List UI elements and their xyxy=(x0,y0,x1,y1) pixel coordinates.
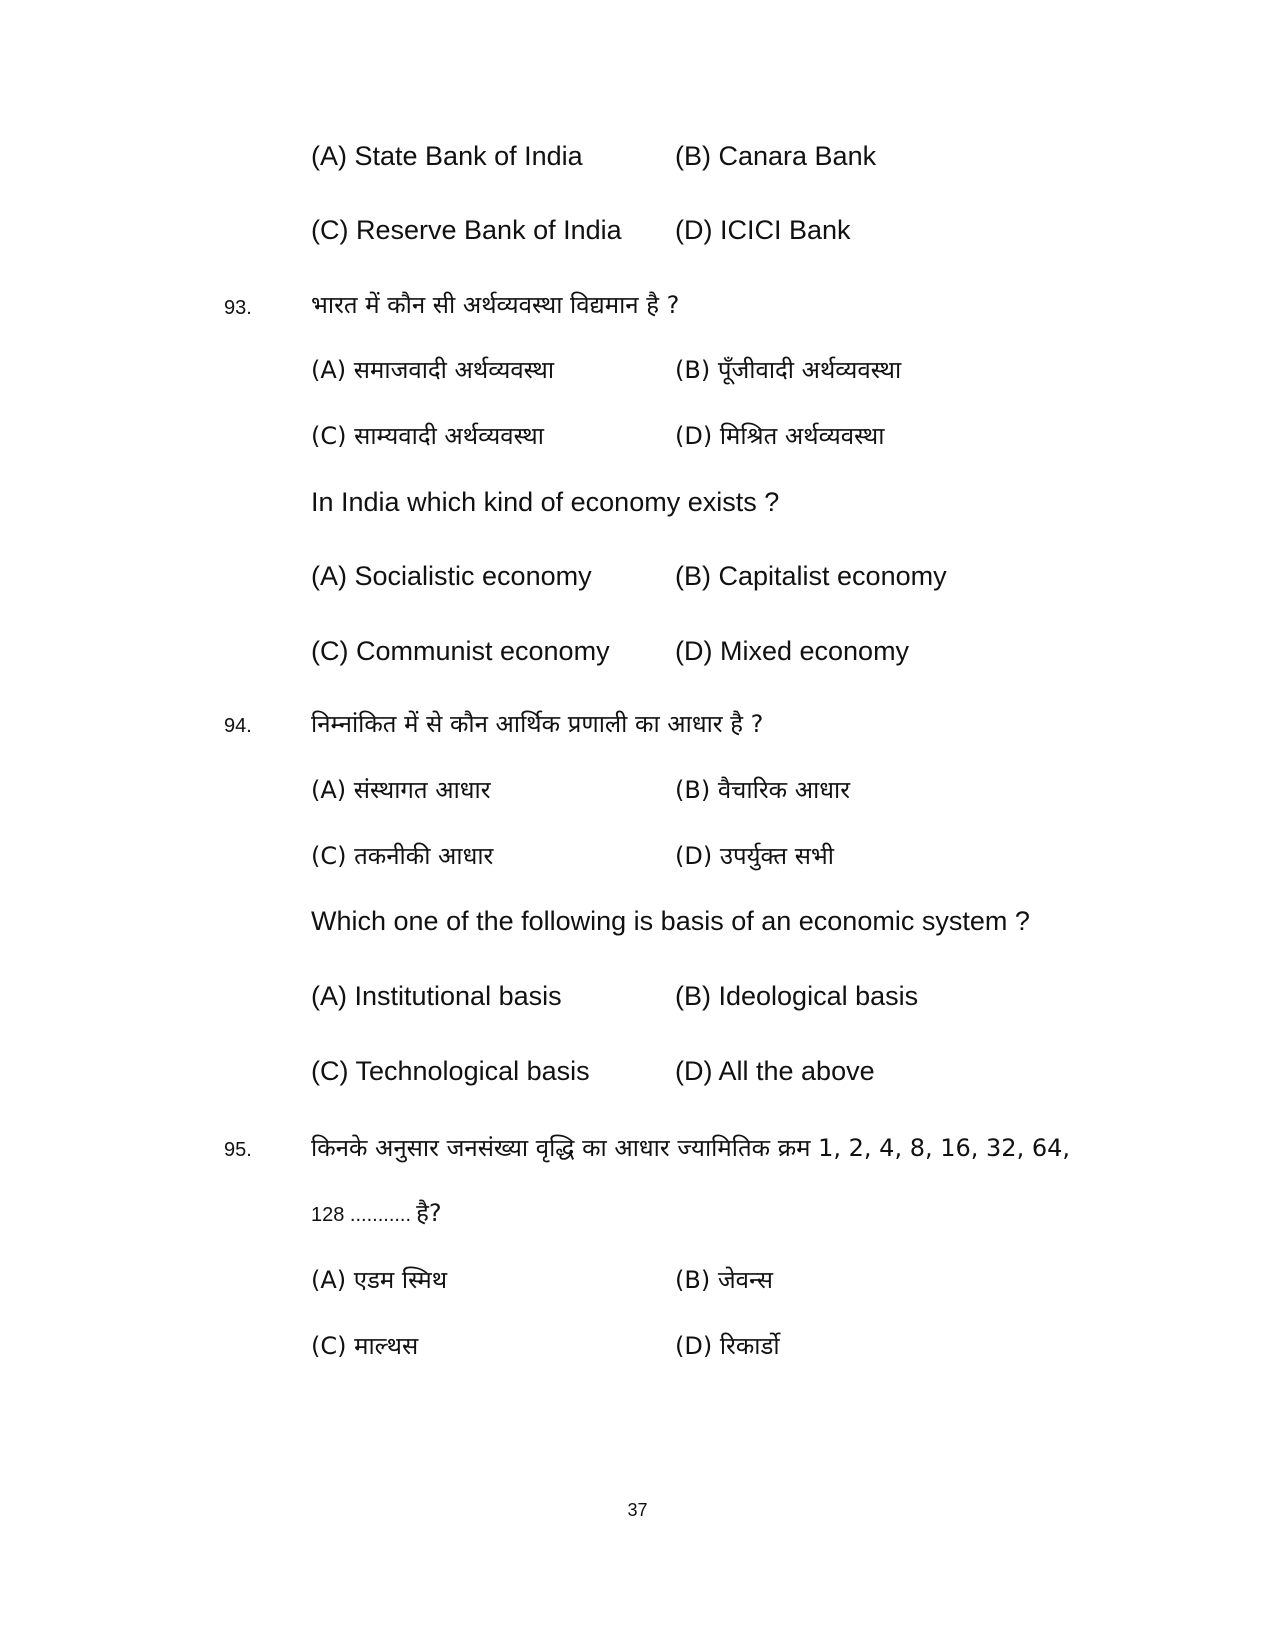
q92-option-d: (D) ICICI Bank xyxy=(675,215,851,245)
q93-option-c: (C) Communist economy xyxy=(311,636,610,666)
q95-sequence-end: 128 ........... xyxy=(311,1204,412,1226)
q94-question-english: Which one of the following is basis of an economic system ? xyxy=(311,906,1030,936)
q95-question-hindi-line1: किनके अनुसार जनसंख्या वृद्धि का आधार ज्यामितिक क्रम 1, 2, 4, 8, 16, 32, 64, xyxy=(311,1134,1070,1162)
q94-option-b: (B) Ideological basis xyxy=(675,981,919,1011)
q93-question-english: In India which kind of economy exists ? xyxy=(311,487,780,517)
q93-option-d: (D) Mixed economy xyxy=(675,636,910,666)
q92-option-c: (C) Reserve Bank of India xyxy=(311,215,622,245)
q95-question-hindi-line2 xyxy=(311,1196,442,1229)
q93-question-hindi: भारत में कौन सी अर्थव्यवस्था विद्यमान है ? xyxy=(311,291,680,319)
q94-number: 94. xyxy=(224,715,252,737)
q93-option-b: (B) Capitalist economy xyxy=(675,561,947,591)
q95-number: 95. xyxy=(224,1139,252,1161)
q93-option-b-hindi: (B) पूँजीवादी अर्थव्यवस्था xyxy=(675,356,902,384)
q94-option-c: (C) Technological basis xyxy=(311,1056,590,1086)
q94-option-c-hindi: (C) तकनीकी आधार xyxy=(311,842,494,870)
q94-option-d: (D) All the above xyxy=(675,1056,875,1086)
q92-option-a: (A) State Bank of India xyxy=(311,141,583,171)
q93-option-d-hindi: (D) मिश्रित अर्थव्यवस्था xyxy=(675,422,885,450)
q95-option-b-hindi: (B) जेवन्स xyxy=(675,1266,773,1294)
page-number: 37 xyxy=(627,1500,648,1520)
q95-option-c-hindi: (C) माल्थस xyxy=(311,1332,419,1360)
q95-option-d-hindi: (D) रिकार्डो xyxy=(675,1332,780,1360)
q94-option-a: (A) Institutional basis xyxy=(311,981,562,1011)
q94-question-hindi: निम्नांकित में से कौन आर्थिक प्रणाली का आधार है ? xyxy=(311,710,764,738)
q95-question-end: है? xyxy=(416,1199,442,1227)
q94-option-b-hindi: (B) वैचारिक आधार xyxy=(675,776,851,804)
q94-option-d-hindi: (D) उपर्युक्त सभी xyxy=(675,842,835,870)
q95-option-a-hindi: (A) एडम स्मिथ xyxy=(311,1266,448,1294)
q93-option-a: (A) Socialistic economy xyxy=(311,561,592,591)
q92-option-b: (B) Canara Bank xyxy=(675,141,877,171)
q93-option-a-hindi: (A) समाजवादी अर्थव्यवस्था xyxy=(311,356,555,384)
q93-number: 93. xyxy=(224,297,252,319)
q94-option-a-hindi: (A) संस्थागत आधार xyxy=(311,776,491,804)
q93-option-c-hindi: (C) साम्यवादी अर्थव्यवस्था xyxy=(311,422,544,450)
